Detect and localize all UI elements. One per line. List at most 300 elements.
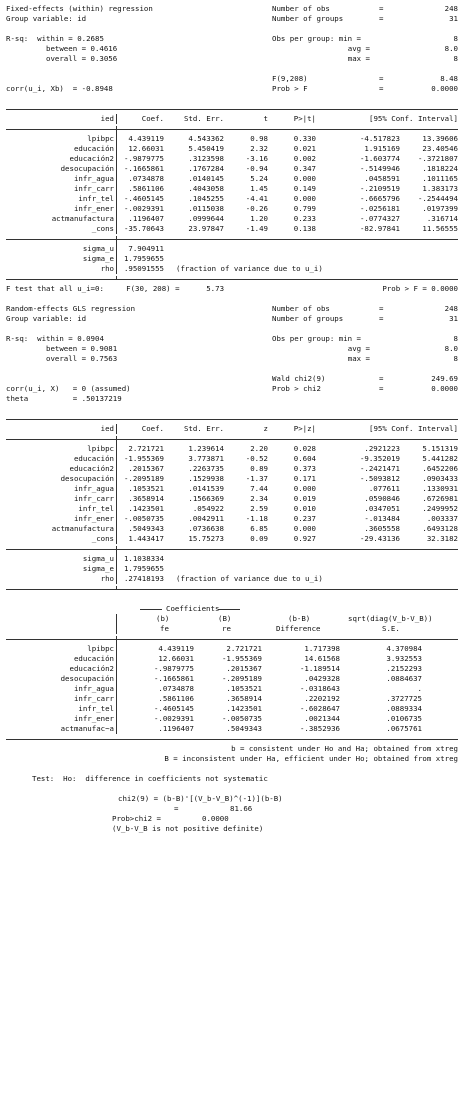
re-sigma-u: 1.1038334	[123, 554, 164, 563]
re-coef: -.2095189	[221, 674, 262, 683]
hausman-col-b-name: fe	[160, 624, 169, 633]
re-title-line: Random-effects GLS regression Number of obs = 248	[6, 304, 458, 313]
hausman-coef-title-line	[6, 604, 458, 614]
fe-coef: -.0029391	[153, 714, 194, 723]
hausman-col-head-1	[6, 614, 458, 624]
ci-low: .0458591	[364, 174, 400, 183]
ci-high: .316714	[426, 214, 458, 223]
coef: -35.70643	[123, 224, 164, 233]
re-wald-line: Wald chi2(9) = 249.69	[272, 374, 458, 383]
re-rho-line	[6, 574, 458, 584]
var-name: infr_ener	[73, 204, 114, 213]
fe-obs-max-label: max =	[347, 54, 370, 63]
coef: .2015367	[128, 464, 164, 473]
fe-coef: .5861106	[158, 694, 194, 703]
re-sigma-e-line	[6, 564, 458, 574]
std-err: 3.773871	[188, 454, 224, 463]
table-row	[6, 154, 458, 164]
var-name: infr_tel	[78, 194, 114, 203]
re-coef: -1.955369	[221, 654, 262, 663]
var-name: infr_ener	[73, 514, 114, 523]
ci-high: 1.383173	[422, 184, 458, 193]
coef: 12.66031	[128, 144, 164, 153]
coef: 4.439119	[128, 134, 164, 143]
fe-sigma-e-line	[6, 254, 458, 264]
table-row	[6, 144, 458, 154]
coef: .5861106	[128, 184, 164, 193]
var-name: infr_tel	[78, 504, 114, 513]
fe-ftest-line: F(9,208) = 8.48	[272, 74, 458, 83]
re-table-rule-mid	[6, 434, 458, 444]
fe-col-t: t	[263, 114, 268, 123]
var-name: desocupación	[60, 474, 114, 483]
fe-prob-label: Prob > F	[272, 84, 308, 93]
var-name: actmanufactura	[51, 524, 114, 533]
fe-group-line: Group variable: id Number of groups = 31	[6, 14, 458, 23]
p-value: 0.138	[293, 224, 316, 233]
std-err: 5.450419	[188, 144, 224, 153]
ci-low: -.013484	[364, 514, 400, 523]
re-corr: corr(u_i, X) = 0 (assumed)	[6, 384, 131, 393]
re-prob-label: Prob > chi2	[272, 384, 321, 393]
stat: -0.94	[245, 164, 268, 173]
re-coef: .1053521	[226, 684, 262, 693]
re-title: Random-effects GLS regression	[6, 304, 136, 313]
var-name: desocupación	[60, 674, 114, 683]
std-err: .0115038	[188, 204, 224, 213]
re-col-ied: ied	[100, 424, 114, 433]
std-err: .0042911	[188, 514, 224, 523]
table-row	[6, 664, 458, 674]
p-value: 0.000	[293, 174, 316, 183]
re-rsq-overall: overall = 0.7563	[46, 354, 118, 363]
table-row	[6, 164, 458, 174]
re-table-rule-bottom	[6, 584, 458, 594]
std-err: .1566369	[188, 494, 224, 503]
stat: 6.85	[250, 524, 268, 533]
hausman-chi2-value: 81.66	[230, 804, 253, 813]
ci-low: -.6665796	[359, 194, 400, 203]
coef: -.9879775	[123, 154, 164, 163]
std-err: 15.75273	[188, 534, 224, 543]
table-row	[6, 674, 458, 684]
var-name: infr_agua	[73, 484, 114, 493]
re-prob-value: 0.0000	[431, 384, 458, 393]
table-row	[6, 694, 458, 704]
var-name: infr_carr	[73, 494, 114, 503]
p-value: 0.233	[293, 214, 316, 223]
hausman-col-se-name: S.E.	[382, 624, 400, 633]
ci-low: -1.603774	[359, 154, 400, 163]
fe-ngroups: 31	[449, 14, 458, 23]
fe-coef: -.4605145	[153, 704, 194, 713]
hausman-note-pd-line	[6, 824, 458, 834]
re-ngroups: 31	[449, 314, 458, 323]
hausman-chi2-formula: chi2(9) = (b-B)'[(V_b-V_B)^(-1)](b-B)	[118, 794, 283, 803]
fe-rsq-within-line	[6, 34, 458, 44]
var-name: actmanufactura	[51, 214, 114, 223]
fe-coef: 4.439119	[158, 644, 194, 653]
re-coef: .2015367	[226, 664, 262, 673]
difference: -.3852936	[299, 724, 340, 733]
std-err: .1045255	[188, 194, 224, 203]
fe-col-p: P>|t|	[293, 114, 316, 123]
fe-table-header	[6, 114, 458, 124]
var-name: infr_agua	[73, 174, 114, 183]
hausman-note-B-line	[6, 754, 458, 764]
table-row	[6, 504, 458, 514]
re-corr-line: corr(u_i, X) = 0 (assumed) Prob > chi2 = 0.0000	[6, 384, 458, 393]
fe-table-rule-mid	[6, 124, 458, 134]
fe-sigma-u-line	[6, 244, 458, 254]
ci-high: 5.441282	[422, 454, 458, 463]
hausman-rule-bottom	[6, 734, 458, 744]
fe-rsq-overall: overall = 0.3056	[46, 54, 118, 63]
hausman-coef-title: Coefficients	[166, 604, 220, 613]
ci-low: .0590846	[364, 494, 400, 503]
coef: 2.721721	[128, 444, 164, 453]
ci-low: -.5093812	[359, 474, 400, 483]
stat: 0.09	[250, 534, 268, 543]
var-name: educación2	[69, 664, 114, 673]
p-value: 0.347	[293, 164, 316, 173]
fe-rho-note: (fraction of variance due to u_i)	[176, 264, 323, 273]
table-row	[6, 214, 458, 224]
stat: 0.89	[250, 464, 268, 473]
var-name: lpibpc	[87, 444, 114, 453]
ci-high: 5.151319	[422, 444, 458, 453]
se: .	[417, 684, 422, 693]
std-err: .0999644	[188, 214, 224, 223]
fe-ftest-all-prob: Prob > F = 0.0000	[382, 284, 458, 293]
coef: .3658914	[128, 494, 164, 503]
ci-high: .1011165	[422, 174, 458, 183]
fe-obs-min: 8	[453, 34, 458, 43]
table-row	[6, 494, 458, 504]
fe-rsq-between: between = 0.4616	[46, 44, 118, 53]
re-wald-label: Wald chi2(9)	[272, 374, 326, 383]
stat: 2.59	[250, 504, 268, 513]
re-coef: .1423501	[226, 704, 262, 713]
fe-coef: .1196407	[158, 724, 194, 733]
std-err: .1529938	[188, 474, 224, 483]
table-row	[6, 724, 458, 734]
stat: -1.18	[245, 514, 268, 523]
ci-low: -4.517823	[359, 134, 400, 143]
table-row	[6, 204, 458, 214]
p-value: 0.799	[293, 204, 316, 213]
difference: .0021344	[304, 714, 340, 723]
re-rho: .27418193	[123, 574, 164, 583]
std-err: .4043058	[188, 184, 224, 193]
re-wald-value: 249.69	[431, 374, 458, 383]
difference: -.0318643	[299, 684, 340, 693]
std-err: 23.97847	[188, 224, 224, 233]
fe-obs-avg: 8.0	[444, 44, 458, 53]
re-group-line: Group variable: id Number of groups = 31	[6, 314, 458, 323]
var-name: infr_carr	[73, 184, 114, 193]
stat: 2.20	[250, 444, 268, 453]
re-table-rule-sigma	[6, 544, 458, 554]
p-value: 0.000	[293, 524, 316, 533]
ci-low: .077611	[368, 484, 400, 493]
var-name: lpibpc	[87, 644, 114, 653]
difference: 1.717398	[304, 644, 340, 653]
re-rsq-within-line	[6, 334, 458, 344]
coef: -.1665861	[123, 164, 164, 173]
table-row	[6, 444, 458, 454]
re-theta-line	[6, 394, 458, 404]
fe-ngroups-label: Number of groups	[272, 14, 344, 23]
hausman-chi2-eq: =	[174, 804, 179, 813]
coef: .1196407	[128, 214, 164, 223]
fe-sigma-u: 7.904911	[128, 244, 164, 253]
re-sigma-u-label: sigma_u	[82, 554, 114, 563]
se: .0889334	[386, 704, 422, 713]
re-col-ci: [95% Conf. Interval]	[369, 424, 458, 433]
hausman-col-B: (B)	[218, 614, 232, 623]
ci-low: -.5149946	[359, 164, 400, 173]
fe-table-rule-top	[6, 104, 458, 114]
stat: 5.24	[250, 174, 268, 183]
var-name: educación	[73, 654, 114, 663]
std-err: 1.239614	[188, 444, 224, 453]
re-coef: 2.721721	[226, 644, 262, 653]
fe-obs-avg-label: avg =	[347, 44, 370, 53]
ci-low: -.2109519	[359, 184, 400, 193]
hausman-chi2-value-line	[6, 804, 458, 814]
coef: .1423501	[128, 504, 164, 513]
hausman-prob-label: Prob>chi2 =	[112, 814, 161, 823]
std-err: .0736638	[188, 524, 224, 533]
hausman-note-b: b = consistent under Ho and Ha; obtained from xtreg	[231, 744, 458, 753]
var-name: actmanufac~a	[60, 724, 114, 733]
re-sigma-e-label: sigma_e	[82, 564, 114, 573]
var-name: infr_agua	[73, 684, 114, 693]
re-nobs-label: Number of obs	[272, 304, 330, 313]
ci-high: .0903433	[422, 474, 458, 483]
stat: 0.98	[250, 134, 268, 143]
ci-high: .6726981	[422, 494, 458, 503]
std-err: .054922	[192, 504, 224, 513]
fe-sigma-u-label: sigma_u	[82, 244, 114, 253]
table-row	[6, 184, 458, 194]
re-obs-avg-label: avg =	[347, 344, 370, 353]
fe-table-rule-sigma	[6, 234, 458, 244]
var-name: _cons	[91, 534, 114, 543]
fe-col-se: Std. Err.	[183, 114, 224, 123]
std-err: .3123598	[188, 154, 224, 163]
fe-rsq-overall-line	[6, 54, 458, 64]
p-value: 0.927	[293, 534, 316, 543]
coef: -.0050735	[123, 514, 164, 523]
p-value: 0.330	[293, 134, 316, 143]
table-row	[6, 224, 458, 234]
stat: -3.16	[245, 154, 268, 163]
coef: 1.443417	[128, 534, 164, 543]
std-err: .2263735	[188, 464, 224, 473]
coef: .0734878	[128, 174, 164, 183]
fe-coef: -.1665861	[153, 674, 194, 683]
table-row	[6, 474, 458, 484]
hausman-chi2-formula-line	[6, 794, 458, 804]
fe-sigma-e: 1.7959655	[123, 254, 164, 263]
table-row	[6, 484, 458, 494]
ci-low: -82.97841	[359, 224, 400, 233]
se: .0106735	[386, 714, 422, 723]
re-rsq-within: R-sq: within = 0.0904	[6, 334, 104, 343]
var-name: infr_carr	[73, 694, 114, 703]
table-row	[6, 174, 458, 184]
re-obs-min-label: Obs per group: min =	[272, 334, 361, 343]
p-value: 0.002	[293, 154, 316, 163]
hausman-col-se: sqrt(diag(V_b-V_B))	[348, 614, 433, 623]
ci-low: .0347051	[364, 504, 400, 513]
ci-low: -.0256181	[359, 204, 400, 213]
var-name: infr_ener	[73, 714, 114, 723]
coef: -.0029391	[123, 204, 164, 213]
table-row	[6, 654, 458, 664]
fe-col-ci: [95% Conf. Interval]	[369, 114, 458, 123]
fe-obs-max: 8	[453, 54, 458, 63]
re-rho-note: (fraction of variance due to u_i)	[176, 574, 323, 583]
difference: .0429328	[304, 674, 340, 683]
se: 3.932553	[386, 654, 422, 663]
ci-high: -.2544494	[417, 194, 458, 203]
coef: .1053521	[128, 484, 164, 493]
difference: .2202192	[304, 694, 340, 703]
fe-rho: .95091555	[123, 264, 164, 273]
coef: -.4605145	[123, 194, 164, 203]
coef: .5049343	[128, 524, 164, 533]
re-col-z: z	[263, 424, 268, 433]
fe-corr: corr(u_i, Xb) = -0.8948	[6, 84, 113, 93]
p-value: 0.237	[293, 514, 316, 523]
fe-ftest-value: 8.48	[440, 74, 458, 83]
p-value: 0.019	[293, 494, 316, 503]
re-nobs: 248	[444, 304, 458, 313]
std-err: .0140145	[188, 174, 224, 183]
p-value: 0.604	[293, 454, 316, 463]
fe-prob-value: 0.0000	[431, 84, 458, 93]
coef: -.2095189	[123, 474, 164, 483]
re-theta: theta = .50137219	[6, 394, 122, 403]
p-value: 0.171	[293, 474, 316, 483]
p-value: 0.010	[293, 504, 316, 513]
p-value: 0.000	[293, 194, 316, 203]
var-name: infr_tel	[78, 704, 114, 713]
fe-title-line: Fixed-effects (within) regression Number of obs = 248	[6, 4, 458, 13]
var-name: educación2	[69, 154, 114, 163]
ci-high: 13.39606	[422, 134, 458, 143]
ci-high: .2499952	[422, 504, 458, 513]
fe-col-ied: ied	[100, 114, 114, 123]
fe-coef: .0734878	[158, 684, 194, 693]
re-sigma-e: 1.7959655	[123, 564, 164, 573]
stat: -1.37	[245, 474, 268, 483]
table-row	[6, 514, 458, 524]
table-row	[6, 704, 458, 714]
var-name: lpibpc	[87, 134, 114, 143]
re-group-var: Group variable: id	[6, 314, 87, 323]
re-rsq-overall-line	[6, 354, 458, 364]
re-table-header	[6, 424, 458, 434]
re-col-coef: Coef.	[141, 424, 164, 433]
ci-high: .1330931	[422, 484, 458, 493]
table-row	[6, 464, 458, 474]
fe-ftest-all-line	[6, 284, 458, 294]
se: .2152293	[386, 664, 422, 673]
re-coef: -.0050735	[221, 714, 262, 723]
stat: -0.26	[245, 204, 268, 213]
se: 4.370984	[386, 644, 422, 653]
hausman-note-pd: (V_b-V_B is not positive definite)	[112, 824, 264, 833]
coef: -1.955369	[123, 454, 164, 463]
stat: -1.49	[245, 224, 268, 233]
fe-rho-line	[6, 264, 458, 274]
fe-coef: 12.66031	[158, 654, 194, 663]
ci-high: .003337	[426, 514, 458, 523]
re-table-rule-top	[6, 414, 458, 424]
hausman-prob-value: 0.0000	[202, 814, 229, 823]
var-name: _cons	[91, 224, 114, 233]
stat: 2.34	[250, 494, 268, 503]
table-row	[6, 684, 458, 694]
ci-high: 32.3182	[426, 534, 458, 543]
fe-obs-min-label: Obs per group: min =	[272, 34, 361, 43]
hausman-prob-line	[6, 814, 458, 824]
re-obs-max-label: max =	[347, 354, 370, 363]
re-obs-min: 8	[453, 334, 458, 343]
re-coef: .3658914	[226, 694, 262, 703]
std-err: .1767284	[188, 164, 224, 173]
ci-low: .3605558	[364, 524, 400, 533]
fe-rho-label: rho	[100, 264, 114, 273]
difference: -.6028647	[299, 704, 340, 713]
hausman-col-B-name: re	[222, 624, 231, 633]
re-ngroups-label: Number of groups	[272, 314, 344, 323]
re-obs-avg: 8.0	[444, 344, 458, 353]
ci-high: -.3721807	[417, 154, 458, 163]
hausman-col-head-2	[6, 624, 458, 634]
se: .0675761	[386, 724, 422, 733]
hausman-col-diff-name: Difference	[276, 624, 321, 633]
stata-output	[6, 4, 458, 834]
std-err: 4.543362	[188, 134, 224, 143]
fe-nobs: 248	[444, 4, 458, 13]
ci-high: .1818224	[422, 164, 458, 173]
ci-low: .2921223	[364, 444, 400, 453]
std-err: .0141539	[188, 484, 224, 493]
hausman-note-B: B = inconsistent under Ha, efficient under Ho; obtained from xtreg	[164, 754, 458, 763]
stat: 2.32	[250, 144, 268, 153]
fe-ftest-label: F(9,208)	[272, 74, 308, 83]
fe-col-coef: Coef.	[141, 114, 164, 123]
stat: 1.20	[250, 214, 268, 223]
re-obs-max: 8	[453, 354, 458, 363]
p-value: 0.373	[293, 464, 316, 473]
difference: 14.61568	[304, 654, 340, 663]
var-name: desocupación	[60, 164, 114, 173]
var-name: educación	[73, 454, 114, 463]
re-coef: .5049343	[226, 724, 262, 733]
ci-low: -9.352019	[359, 454, 400, 463]
table-row	[6, 454, 458, 464]
hausman-note-b-line	[6, 744, 458, 754]
stat: -0.52	[245, 454, 268, 463]
fe-rsq-between-line	[6, 44, 458, 54]
hausman-test: Test: Ho: difference in coefficients not systematic	[32, 774, 268, 783]
